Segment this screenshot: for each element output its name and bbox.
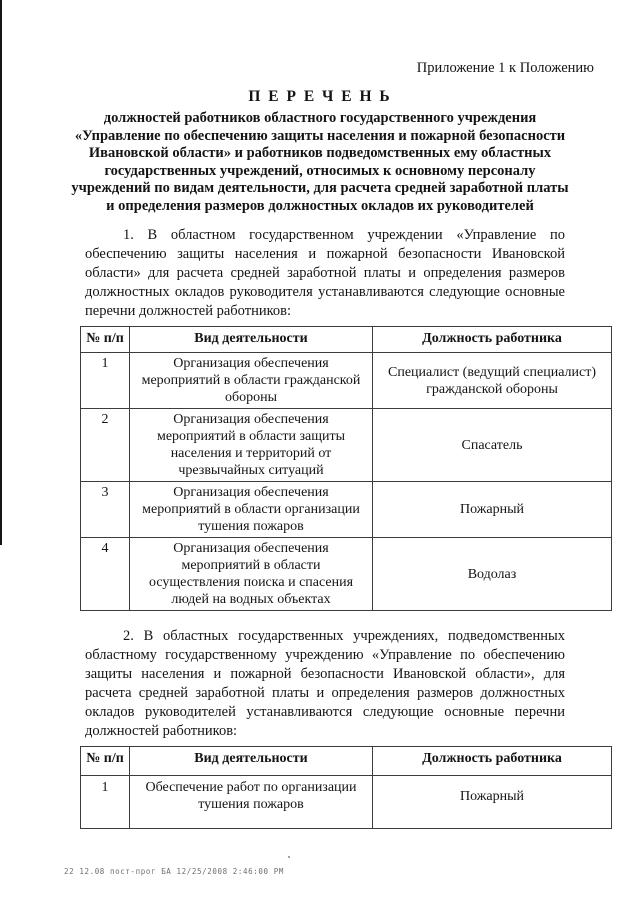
- table-header-cell: Должность работника: [373, 327, 612, 353]
- table-header-cell: № п/п: [81, 327, 130, 353]
- appendix-label: Приложение 1 к Положению: [416, 60, 594, 76]
- table-cell: 4: [81, 538, 130, 611]
- table-cell: 3: [81, 482, 130, 538]
- table-cell: Организация обеспечения мероприятий в области гражданской обороны: [130, 353, 373, 409]
- table-header-cell: Должность работника: [373, 747, 612, 776]
- table-header-cell: № п/п: [81, 747, 130, 776]
- table-cell: Пожарный: [373, 776, 612, 829]
- paragraph-1: 1. В областном государственном учреждении «Управление по обеспечению защиты населения и пожарной безопасности Ивановской области» для расчета средней заработной платы и определения размеров должностных окладов руководителя устанавливаются следующие основные перечни должностей работников:: [85, 227, 565, 319]
- positions-table-1: [80, 326, 612, 611]
- table-cell: 2: [81, 409, 130, 482]
- table-cell: Организация обеспечения мероприятий в области осуществления поиска и спасения людей на водных объектах: [130, 538, 373, 611]
- table-cell: Обеспечение работ по организации тушения пожаров: [130, 776, 373, 829]
- table-cell: Организация обеспечения мероприятий в области защиты населения и территорий от чрезвычайных ситуаций: [130, 409, 373, 482]
- document-title: П Е Р Е Ч Е Н Ь: [248, 88, 392, 105]
- positions-table-2: [80, 746, 612, 829]
- document-body: [80, 226, 596, 829]
- scan-speck: [288, 856, 290, 858]
- table-cell: Спасатель: [373, 409, 612, 482]
- footer-timestamp: 22 12.08 пост-прог БА 12/25/2008 2:46:00 PM: [64, 867, 284, 876]
- scan-edge-artifact: [0, 0, 2, 545]
- table-row: [81, 482, 612, 538]
- table-row: [81, 776, 612, 829]
- table-header-cell: Вид деятельности: [130, 747, 373, 776]
- table-cell: 1: [81, 353, 130, 409]
- table-cell: Пожарный: [373, 482, 612, 538]
- table-row: [81, 409, 612, 482]
- table-row: [81, 353, 612, 409]
- table-cell: 1: [81, 776, 130, 829]
- table-header-row: [81, 747, 612, 776]
- document-subtitle: должностей работников областного государственного учреждения «Управление по обеспечению защиты населения и пожарной безопасности Ивановской области» и работников подведомственных ему областных государственных учреждений, относимых к основному персоналу учреждений по видам деятельности, для расчета средней заработной платы и определения размеров должностных окладов их руководителей: [71, 110, 569, 214]
- table-cell: Специалист (ведущий специалист) гражданской обороны: [373, 353, 612, 409]
- table-cell: Организация обеспечения мероприятий в области организации тушения пожаров: [130, 482, 373, 538]
- table-cell: Водолаз: [373, 538, 612, 611]
- table-row: [81, 538, 612, 611]
- paragraph-2: 2. В областных государственных учреждениях, подведомственных областному государственному учреждению «Управление по обеспечению защиты населения и пожарной безопасности Ивановской области», для расчета средней заработной платы и определения размеров должностных окладов руководителей устанавливаются следующие основные перечни должностей работников:: [85, 628, 565, 739]
- table-header-row: [81, 327, 612, 353]
- table-header-cell: Вид деятельности: [130, 327, 373, 353]
